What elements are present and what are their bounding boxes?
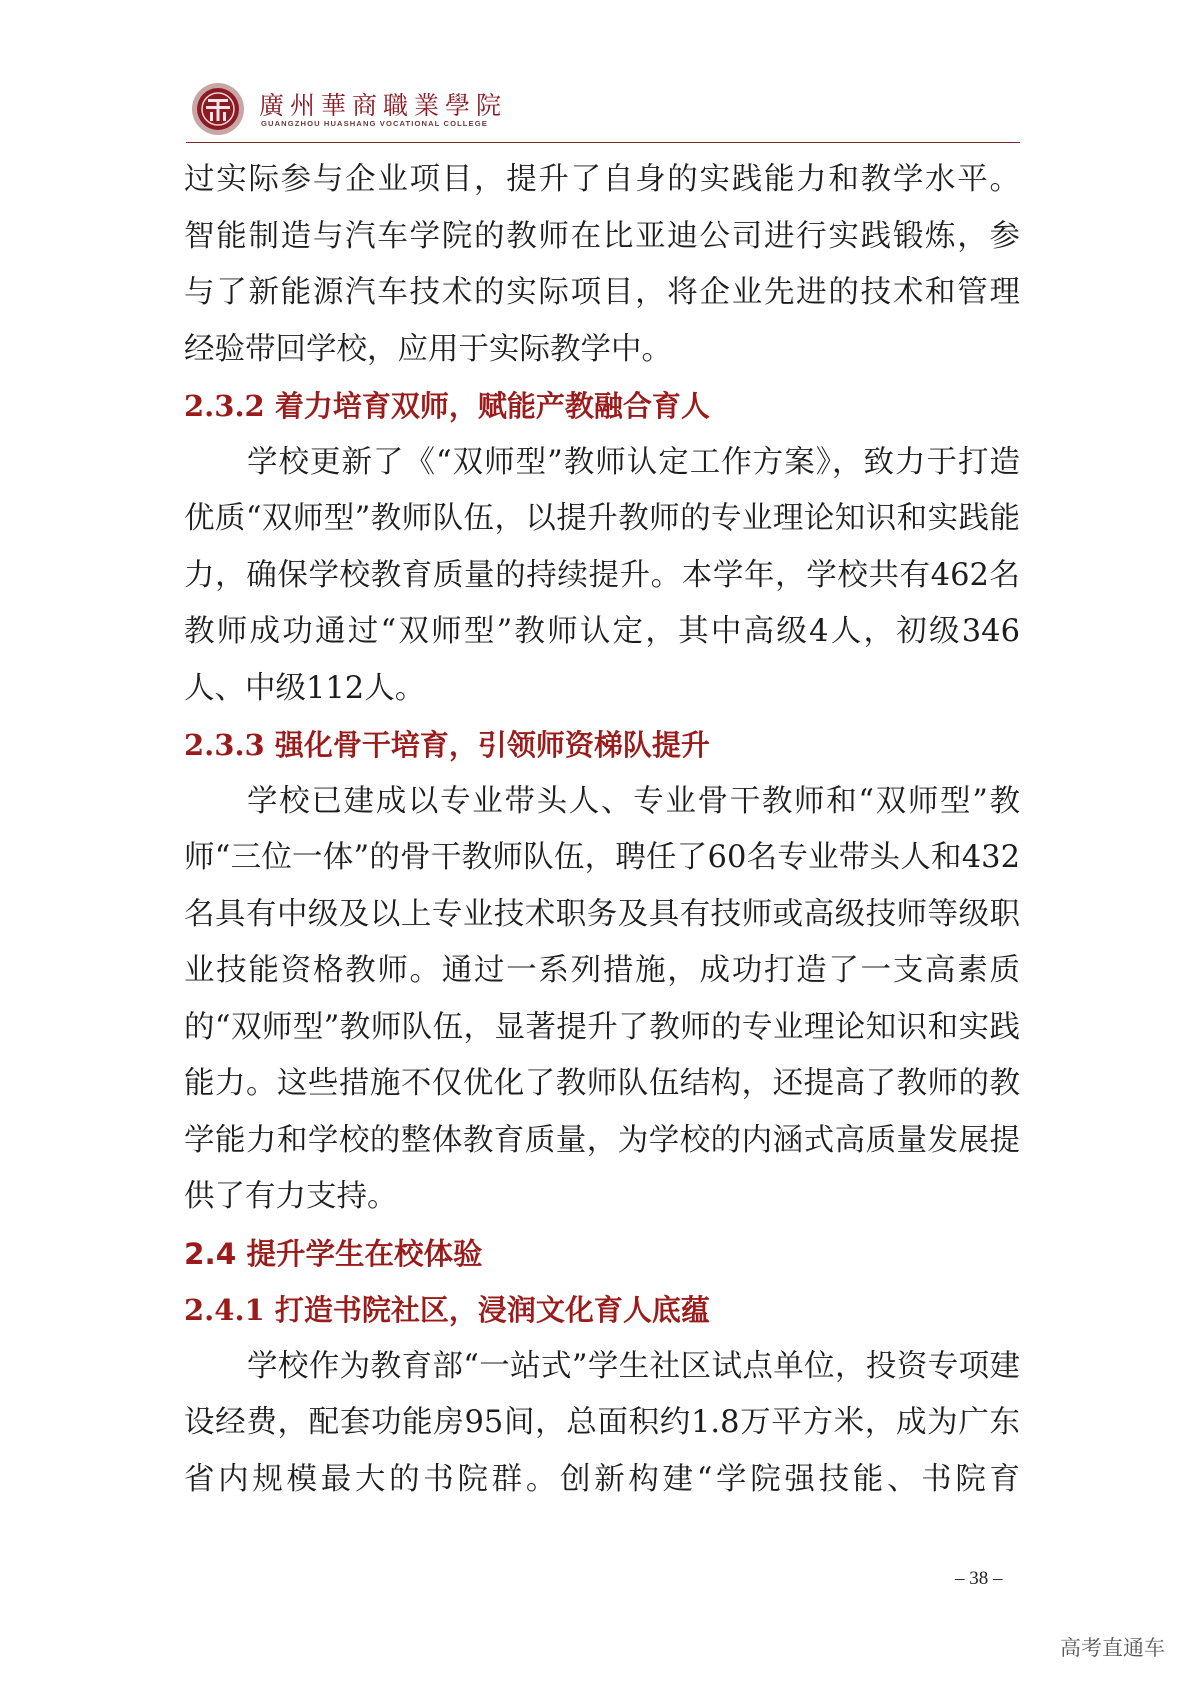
paragraph-dual-teacher-certification: 学校更新了《“双师型”教师认定工作方案》，致力于打造优质“双师型”教师队伍，以提升教师的专业理论知识和实践能力，确保学校教育质量的持续提升。本学年，学校共有462名教师成功通过“双师型”教师认定，其中高级4人，初级346人、中级112人。 (184, 444, 1020, 706)
paragraph-academy-community: 学校作为教育部“一站式”学生社区试点单位，投资专项建设经费，配套功能房95间，总面积约1.8万平方米，成为广东省内规模最大的书院群。创新构建“学院强技能、书院育 (184, 1348, 1020, 1497)
header-divider (186, 142, 1020, 143)
paragraph-line: 经验带回学校，应用于实际教学中。 (184, 331, 672, 367)
section-heading-2-4: 2.4 提升学生在校体验 (184, 1236, 483, 1271)
school-name-english: GUANGZHOU HUASHANG VOCATIONAL COLLEGE (261, 119, 488, 128)
paragraph-backbone-teachers: 学校已建成以专业带头人、专业骨干教师和“双师型”教师“三位一体”的骨干教师队伍，聘任了60名专业带头人和432名具有中级及以上专业技术职务及具有技师或高级技师等级职业技能资格教师。通过一系列措施，成功打造了一支高素质的“双师型”教师队伍，显著提升了教师的专业理论知识和实践能力。这些措施不仅优化了教师队伍结构，还提高了教师的教学能力和学校的整体教育质量，为学校的内涵式高质量发展提供了有力支持。 (184, 783, 1020, 1214)
section-heading-2-3-3: 2.3.3 强化骨干培育，引领师资梯队提升 (184, 728, 710, 762)
page-number: – 38 – (955, 1568, 1003, 1589)
section-heading-2-4-1: 2.4.1 打造书院社区，浸润文化育人底蕴 (184, 1293, 710, 1327)
college-logo-icon (191, 82, 245, 136)
page-header (191, 78, 1021, 142)
page-body (184, 152, 1020, 1508)
watermark-text: 高考直通车 (1060, 1636, 1165, 1660)
paragraph-line: 过实际参与企业项目，提升了自身的实践能力和教学水平。 (184, 162, 1020, 197)
section-heading-2-3-2: 2.3.2 着力培育双师，赋能产教融合育人 (184, 389, 710, 423)
paragraph-line: 智能制造与汽车学院的教师在比亚迪公司进行实践锻炼，参 (184, 218, 1020, 254)
paragraph-line: 与了新能源汽车技术的实际项目，将企业先进的技术和管理 (184, 275, 1020, 310)
school-name-chinese: 廣州華商職業學院 (259, 91, 508, 120)
